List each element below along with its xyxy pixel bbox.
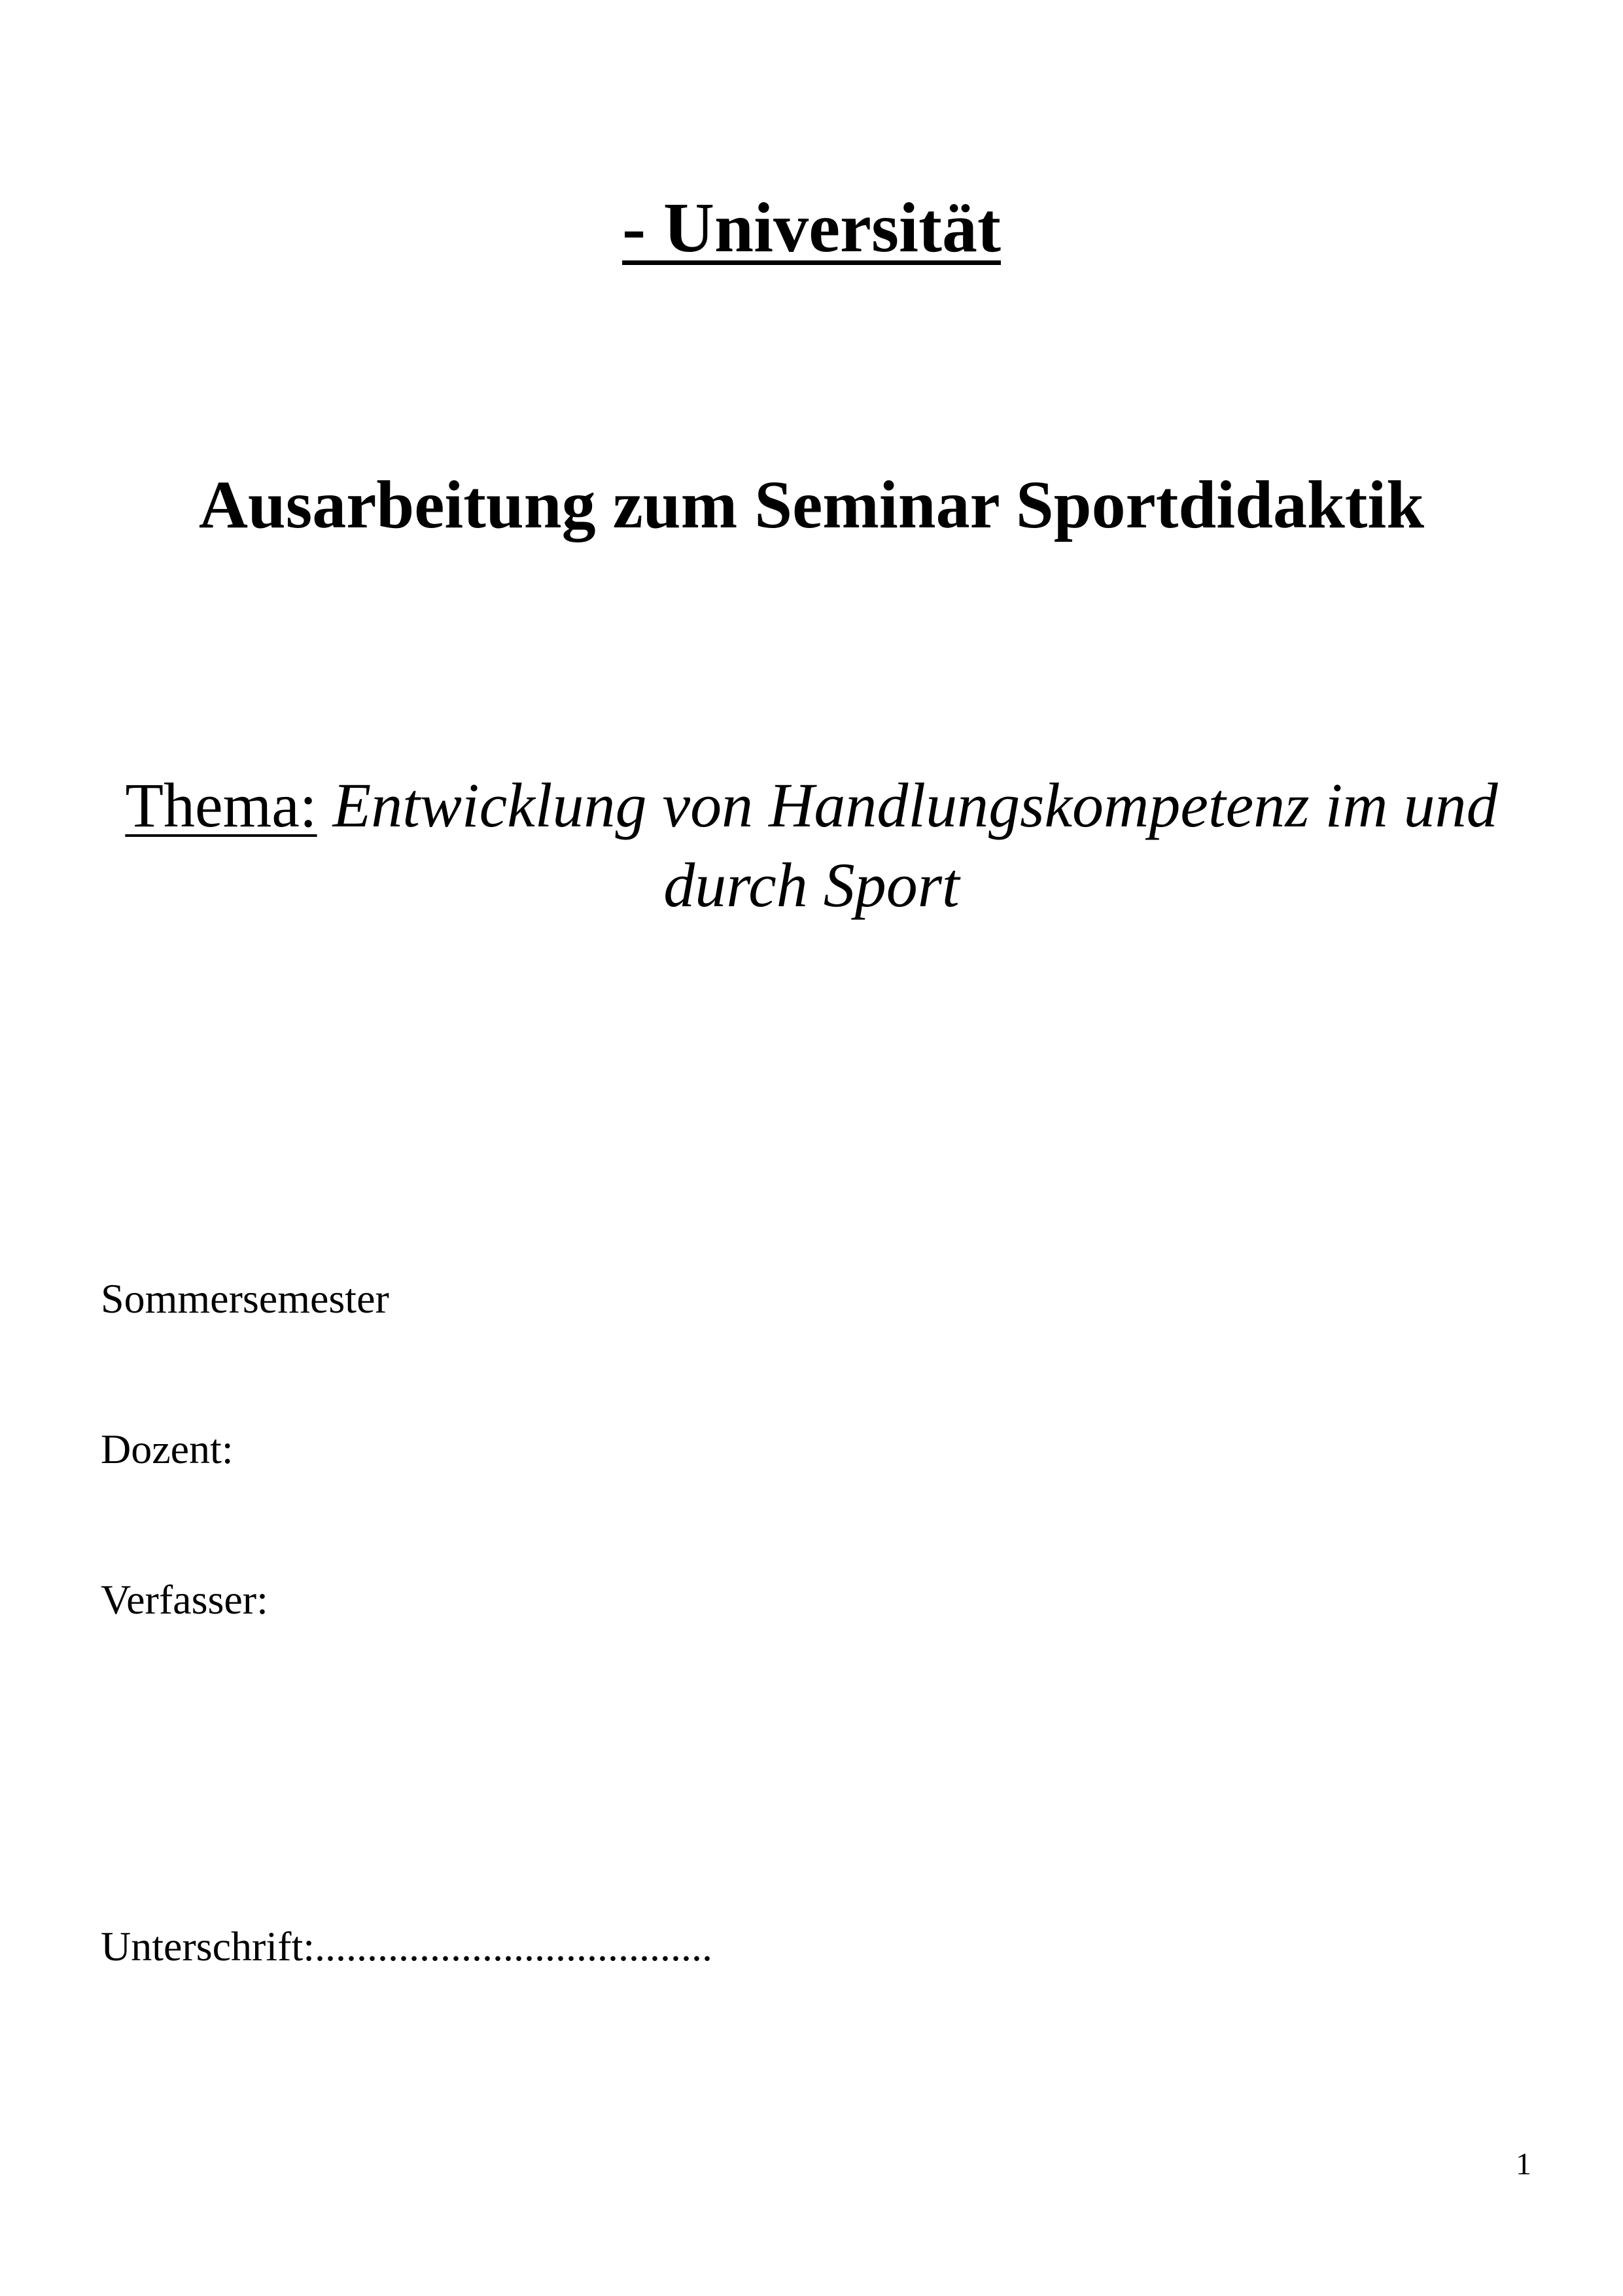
topic-text-line-1: Entwicklung von Handlungskompetenz im und (332, 770, 1498, 840)
university-name: - Universität (622, 189, 1001, 267)
topic-label: Thema: (125, 770, 317, 840)
page-number: 1 (1516, 2147, 1531, 2181)
topic-text-line-2: durch Sport (663, 849, 960, 920)
topic-block (0, 766, 1623, 925)
seminar-title: Ausarbeitung zum Seminar Sportdidaktik (198, 467, 1425, 542)
topic-line-1 (0, 766, 1623, 845)
semester-field: Sommersemester (101, 1275, 389, 1322)
signature-field: Unterschrift:...................................... (101, 1923, 712, 1969)
author-field: Verfasser: (101, 1576, 268, 1623)
university-heading (0, 190, 1623, 268)
lecturer-field: Dozent: (101, 1426, 234, 1472)
